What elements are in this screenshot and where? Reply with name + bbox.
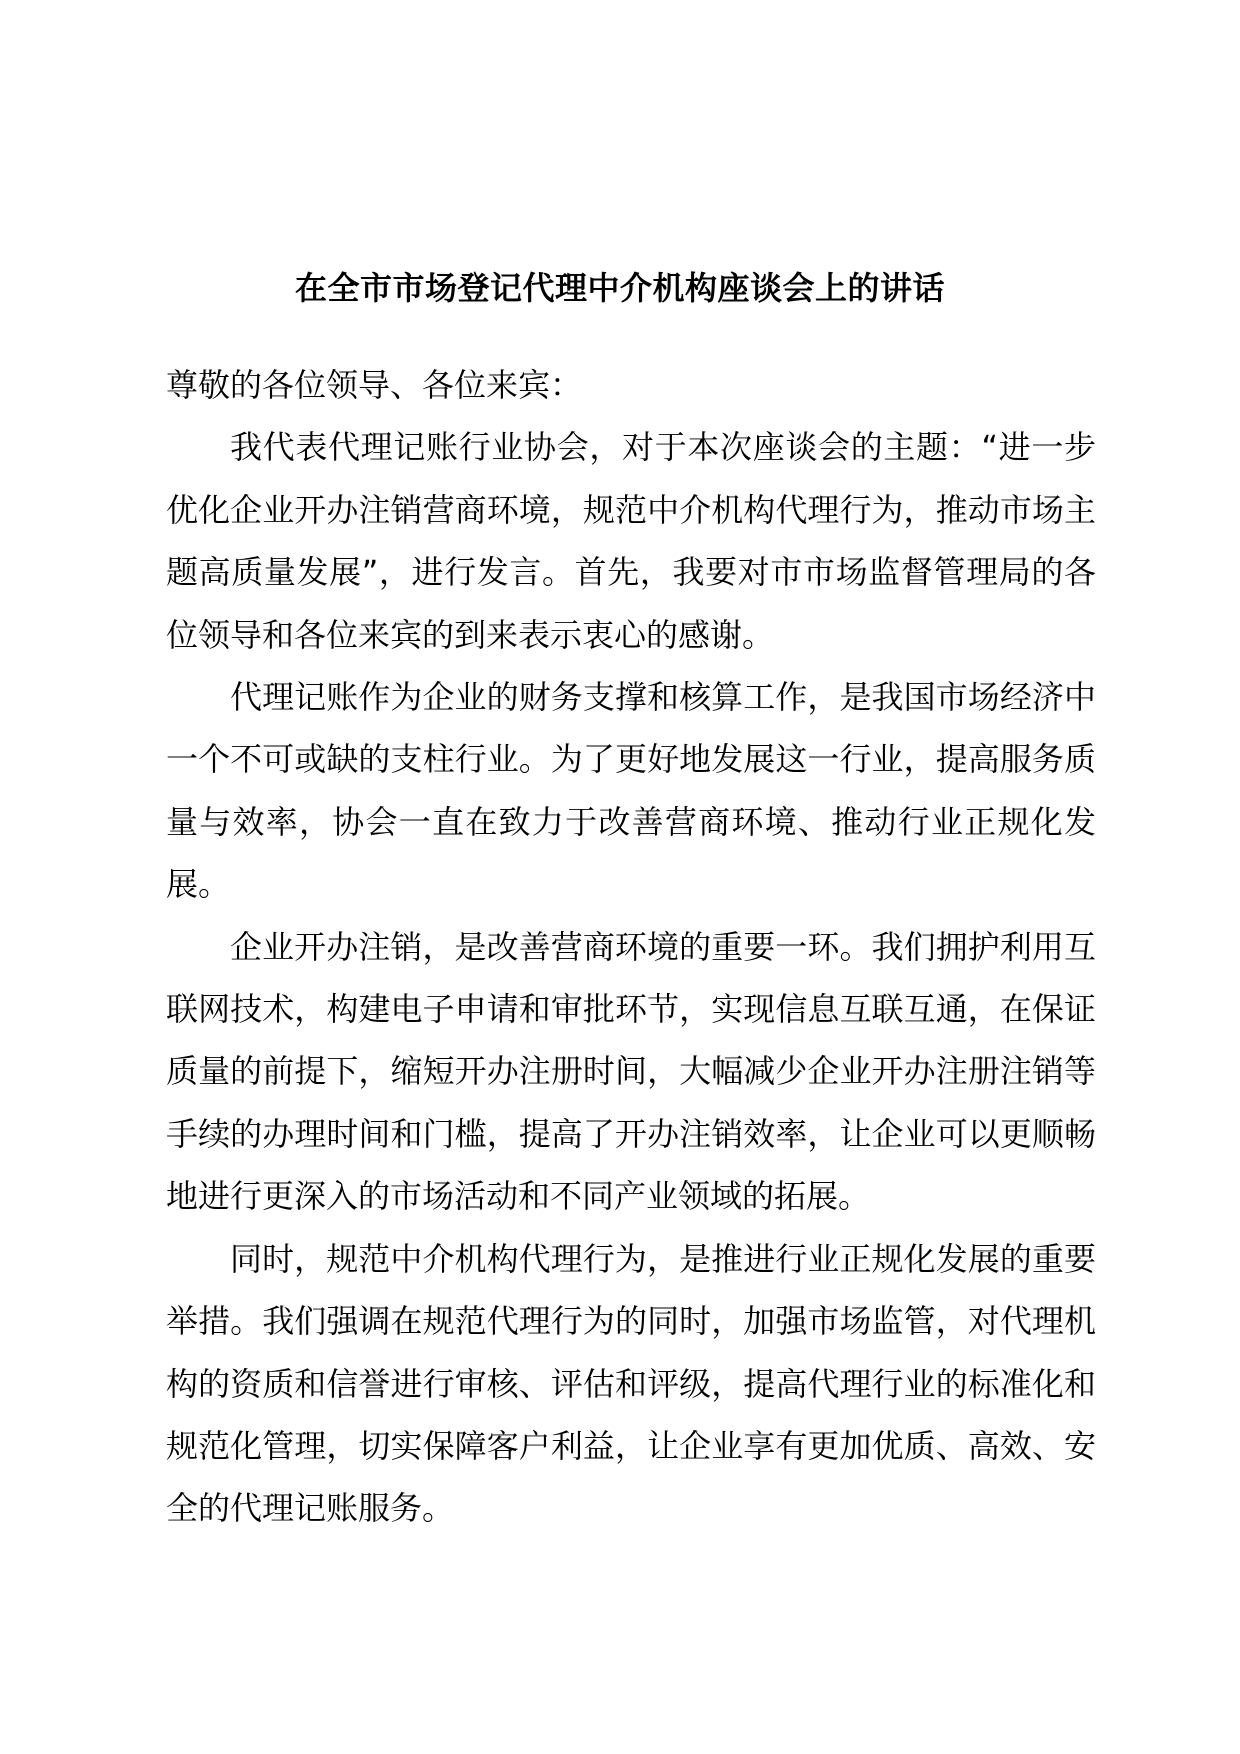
paragraph: 同时，规范中介机构代理行为，是推进行业正规化发展的重要举措。我们强调在规范代理行为的同时，加强市场监管，对代理机构的资质和信誉进行审核、评估和评级，提高代理行业的标准化和规范化管理，切实保障客户利益，让企业享有更加优质、高效、安全的代理记账服务。: [166, 1239, 1096, 1528]
paragraph: 代理记账作为企业的财务支撑和核算工作，是我国市场经济中一个不可或缺的支柱行业。为了更好地发展这一行业，提高服务质量与效率，协会一直在致力于改善营商环境、推动行业正规化发展。: [166, 678, 1096, 904]
document-body: [166, 354, 1096, 1540]
salutation: 尊敬的各位领导、各位来宾：: [166, 366, 583, 404]
document-title: 在全市市场登记代理中介机构座谈会上的讲话: [294, 269, 945, 307]
paragraph: 企业开办注销，是改善营商环境的重要一环。我们拥护利用互联网技术，构建电子申请和审批环节，实现信息互联互通，在保证质量的前提下，缩短开办注册时间，大幅减少企业开办注册注销等手续的办理时间和门槛，提高了开办注销效率，让企业可以更顺畅地进行更深入的市场活动和不同产业领域的拓展。: [166, 927, 1096, 1216]
paragraph: 我代表代理记账行业协会，对于本次座谈会的主题：“进一步优化企业开办注销营商环境，规范中介机构代理行为，推动市场主题高质量发展”，进行发言。首先，我要对市市场监督管理局的各位领导和各位来宾的到来表示衷心的感谢。: [166, 428, 1096, 654]
